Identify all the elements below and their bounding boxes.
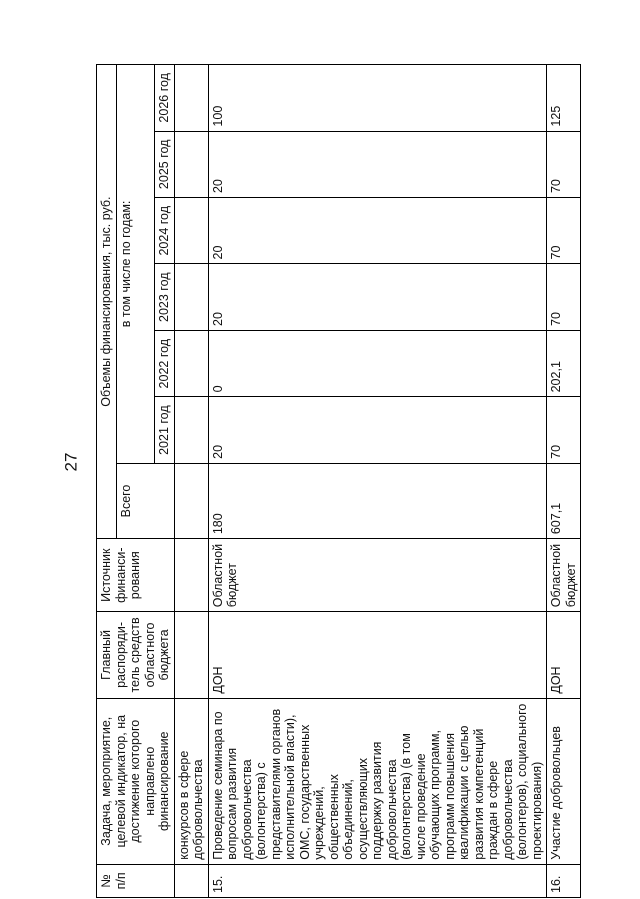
- cell-year: [174, 397, 208, 463]
- header-main-manager: Главный распоряди-тель средств областного бюджета: [97, 612, 175, 698]
- cell-year: [174, 131, 208, 197]
- cell-total: 180: [208, 463, 547, 538]
- cell-year: 70: [547, 131, 581, 197]
- cell-year: 70: [547, 264, 581, 330]
- cell-num: 15.: [208, 864, 547, 897]
- cell-main: [174, 612, 208, 698]
- cell-year: 20: [208, 264, 547, 330]
- header-year-2024: 2024 год: [155, 198, 175, 264]
- header-task: Задача, мероприятие, целевой индикатор, на достижение которого направлено финансирование: [97, 698, 175, 864]
- page-number: 27: [61, 452, 81, 472]
- cell-task: Участие добровольцев: [547, 698, 581, 864]
- cell-year: 70: [547, 198, 581, 264]
- cell-year: 20: [208, 198, 547, 264]
- cell-year: [174, 198, 208, 264]
- table-wrapper: [96, 64, 640, 893]
- header-by-years: в том числе по годам:: [116, 65, 155, 464]
- cell-year: 100: [208, 65, 547, 132]
- cell-num: [174, 864, 208, 897]
- header-year-2025: 2025 год: [155, 131, 175, 197]
- header-source: Источник финанси-рования: [97, 539, 175, 612]
- cell-year: 202,1: [547, 330, 581, 396]
- header-year-2022: 2022 год: [155, 330, 175, 396]
- cell-year: 70: [547, 397, 581, 463]
- header-year-2026: 2026 год: [155, 65, 175, 132]
- cell-task: конкурсов в сфере добровольчества: [174, 698, 208, 864]
- cell-year: 20: [208, 397, 547, 463]
- table-row: [208, 65, 547, 898]
- header-num: № п/п: [97, 864, 175, 897]
- table-row: [547, 65, 581, 898]
- cell-task: Проведение семинара по вопросам развития добровольчества (волонтерства) с представителями органов исполнительной власти), ОМС, государственных учреждений, общественных объединений, осуществляющих поддержку развития добровольчества (волонтерства) (в том числе проведение обучающих программ, программ повышения квалификации с целью развития компетенций граждан в сфере добровольчества (волонтеров), социального проектирования): [208, 698, 547, 864]
- cell-year: [174, 65, 208, 132]
- header-volumes: Объемы финансирования, тыс. руб.: [97, 65, 117, 539]
- header-row-1: [97, 65, 117, 898]
- cell-total: [174, 463, 208, 538]
- cell-source: Областной бюджет: [208, 539, 547, 612]
- financing-table: [96, 64, 581, 898]
- cell-year: 125: [547, 65, 581, 132]
- cell-main: ДОН: [547, 612, 581, 698]
- cell-year: 0: [208, 330, 547, 396]
- cell-year: [174, 264, 208, 330]
- table-row-continuation: [174, 65, 208, 898]
- header-year-2021: 2021 год: [155, 397, 175, 463]
- header-total: Всего: [116, 463, 174, 538]
- cell-main: ДОН: [208, 612, 547, 698]
- cell-source: Областной бюджет: [547, 539, 581, 612]
- cell-num: 16.: [547, 864, 581, 897]
- cell-year: [174, 330, 208, 396]
- cell-year: 20: [208, 131, 547, 197]
- rotated-table-stage: [96, 73, 578, 898]
- cell-source: [174, 539, 208, 612]
- cell-total: 607,1: [547, 463, 581, 538]
- header-year-2023: 2023 год: [155, 264, 175, 330]
